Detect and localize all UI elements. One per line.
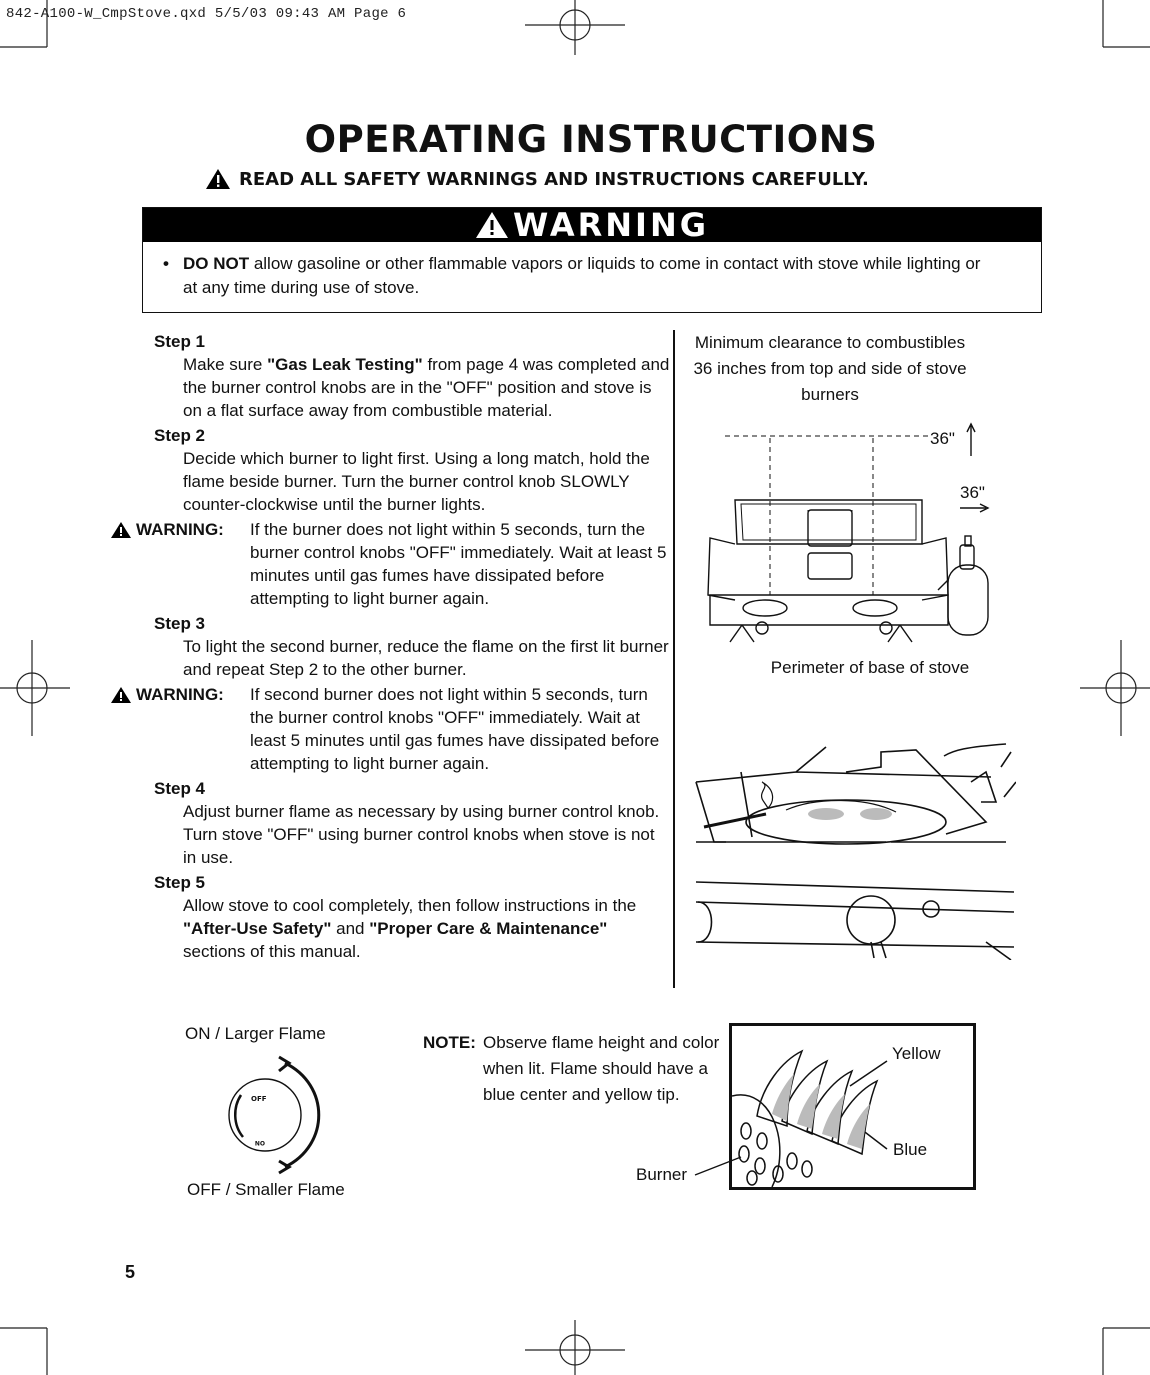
page-title: OPERATING INSTRUCTIONS — [304, 118, 878, 161]
warning-1-text: If the burner does not light within 5 seconds, turn the burner control knobs "OFF" immediately. Wait at least 5 minutes until gas fumes have dissipated before attempting to light burner again. — [250, 520, 667, 608]
blue-label: Blue — [893, 1140, 928, 1159]
note-label: NOTE: — [423, 1033, 476, 1052]
knob-on-mark: ON — [254, 1139, 265, 1146]
warning-triangle-icon — [110, 686, 132, 704]
step-4-body: Adjust burner flame as necessary by using burner control knob. Turn stove "OFF" using burner control knobs when stove is not in use. — [183, 802, 660, 867]
step-5-text-c: and — [331, 919, 370, 938]
control-knob-illustration — [205, 1055, 335, 1175]
top-clearance-label: 36" — [930, 429, 955, 448]
side-clearance-label: 36" — [960, 483, 985, 502]
step-2-title: Step 2 — [154, 426, 206, 445]
warning-body: allow gasoline or other flammable vapors or liquids to come in contact with stove while lighting or at any time during use of stove. — [182, 254, 981, 297]
steps-column — [110, 330, 670, 965]
step-3-title: Step 3 — [154, 614, 206, 633]
step-5-title: Step 5 — [154, 873, 206, 892]
step-1-text-a: Make sure — [183, 355, 268, 374]
flame-note — [423, 1030, 723, 1108]
burner-leader-line — [693, 1155, 743, 1180]
stove-clearance-illustration — [690, 420, 1020, 650]
warning-triangle-icon — [110, 521, 132, 539]
warning-box — [142, 207, 1042, 313]
clearance-caption: Minimum clearance to combustibles 36 inches from top and side of stove burners — [693, 333, 967, 404]
off-flame-label: OFF / Smaller Flame — [187, 1180, 345, 1199]
step-1-text-b: "Gas Leak Testing" — [267, 355, 423, 374]
do-not-lead: DO NOT — [182, 254, 250, 273]
warning-2-label: WARNING: — [136, 685, 224, 704]
burner-lighting-illustration — [686, 742, 1016, 960]
warning-2 — [110, 683, 670, 775]
yellow-label: Yellow — [892, 1044, 941, 1063]
warning-banner — [143, 208, 1041, 242]
knob-off-mark: OFF — [251, 1095, 267, 1103]
column-divider — [673, 330, 675, 988]
step-5-text-b: "After-Use Safety" — [183, 919, 332, 938]
warning-triangle-icon — [475, 211, 509, 239]
warning-1-label: WARNING: — [136, 520, 224, 539]
burner-label: Burner — [636, 1165, 688, 1184]
note-text: Observe flame height and color when lit. Flame should have a blue center and yellow tip. — [483, 1033, 720, 1104]
bullet: • — [163, 254, 169, 273]
warning-heading: WARNING — [513, 206, 709, 244]
page-number: 5 — [125, 1262, 136, 1282]
step-4-title: Step 4 — [154, 779, 206, 798]
warning-2-text: If second burner does not light within 5 seconds, turn the burner control knobs "OFF" immediately. Wait at least 5 minutes until gas fumes have dissipated before attempting to light burner again. — [250, 685, 660, 773]
warning-triangle-icon — [205, 168, 231, 190]
step-1-title: Step 1 — [154, 332, 206, 351]
subtitle-text: READ ALL SAFETY WARNINGS AND INSTRUCTIONS CAREFULLY. — [239, 168, 869, 190]
step-3-body: To light the second burner, reduce the flame on the first lit burner and repeat Step 2 to the other burner. — [183, 637, 669, 679]
step-1-body — [183, 353, 670, 422]
base-caption: Perimeter of base of stove — [770, 658, 970, 677]
step-2-body: Decide which burner to light first. Using a long match, hold the flame beside burner. Turn the burner control knob SLOWLY counter-clockwise until the burner lights. — [183, 449, 650, 514]
step-5-body — [183, 894, 670, 963]
step-5-text-a: Allow stove to cool completely, then follow instructions in the — [183, 896, 637, 915]
step-1-text-c: from page 4 was completed and the burner control knobs are in the "OFF" position and stove is on a flat surface away from combustible material. — [183, 355, 670, 420]
file-slug: 842-A100-W_CmpStove.qxd 5/5/03 09:43 AM Page 6 — [6, 6, 407, 22]
warning-text — [163, 252, 981, 300]
on-flame-label: ON / Larger Flame — [185, 1024, 326, 1043]
warning-1 — [110, 518, 670, 610]
step-5-text-d: "Proper Care & Maintenance" — [369, 919, 608, 938]
step-5-text-e: sections of this manual. — [183, 942, 361, 961]
safety-subtitle — [205, 168, 869, 190]
